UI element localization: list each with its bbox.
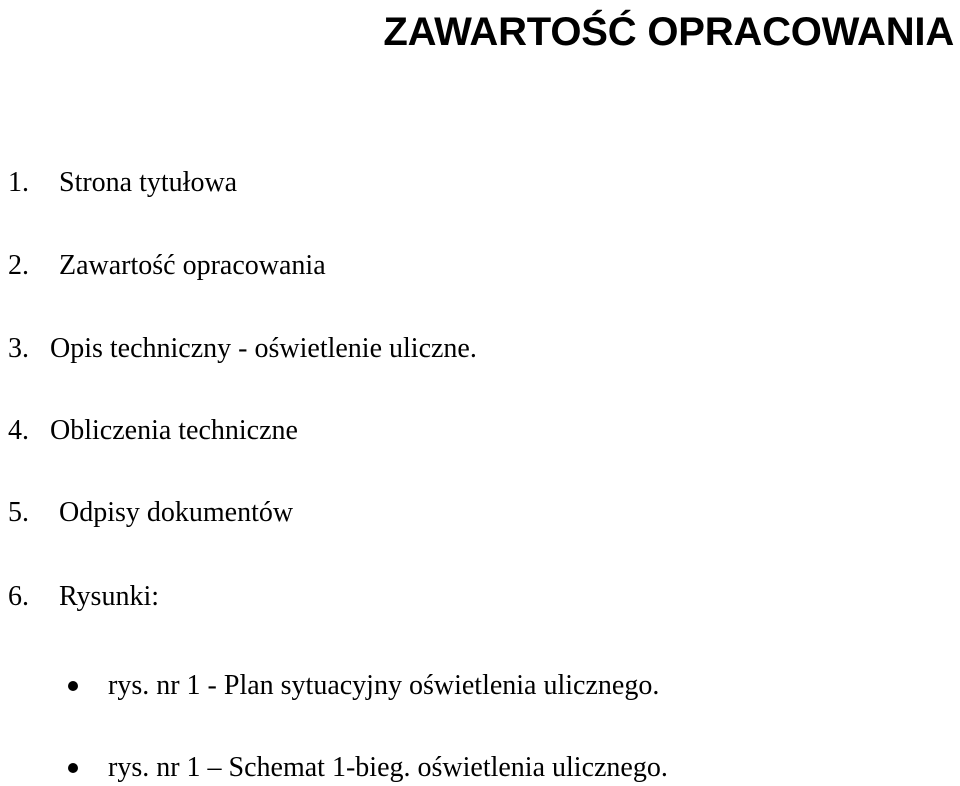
toc-item-text: Zawartość opracowania <box>59 250 326 281</box>
toc-item-6 <box>8 580 159 614</box>
toc-item-5 <box>8 496 293 530</box>
toc-item-1 <box>8 166 237 200</box>
drawing-list-item-1 <box>68 669 659 703</box>
toc-item-number: 5. <box>8 497 29 528</box>
toc-item-4 <box>8 414 298 448</box>
bullet-icon <box>68 763 78 773</box>
toc-item-number: 3. <box>8 333 29 364</box>
toc-item-number: 2. <box>8 250 29 281</box>
bullet-icon <box>68 681 78 691</box>
toc-item-number: 4. <box>8 415 29 446</box>
drawing-list-item-2 <box>68 751 668 785</box>
toc-item-number: 1. <box>8 167 29 198</box>
toc-item-text: Obliczenia techniczne <box>50 415 298 446</box>
toc-item-2 <box>8 249 326 283</box>
toc-item-text: Rysunki: <box>59 581 160 612</box>
toc-item-number: 6. <box>8 581 29 612</box>
toc-item-text: Opis techniczny - oświetlenie uliczne. <box>50 333 477 364</box>
toc-item-3 <box>8 332 477 366</box>
drawing-list-item-text: rys. nr 1 - Plan sytuacyjny oświetlenia ulicznego. <box>108 670 660 701</box>
toc-item-text: Strona tytułowa <box>59 167 238 198</box>
toc-item-text: Odpisy dokumentów <box>59 497 294 528</box>
drawing-list-item-text: rys. nr 1 – Schemat 1-bieg. oświetlenia ulicznego. <box>108 752 668 783</box>
document-title: ZAWARTOŚĆ OPRACOWANIA <box>383 10 954 54</box>
